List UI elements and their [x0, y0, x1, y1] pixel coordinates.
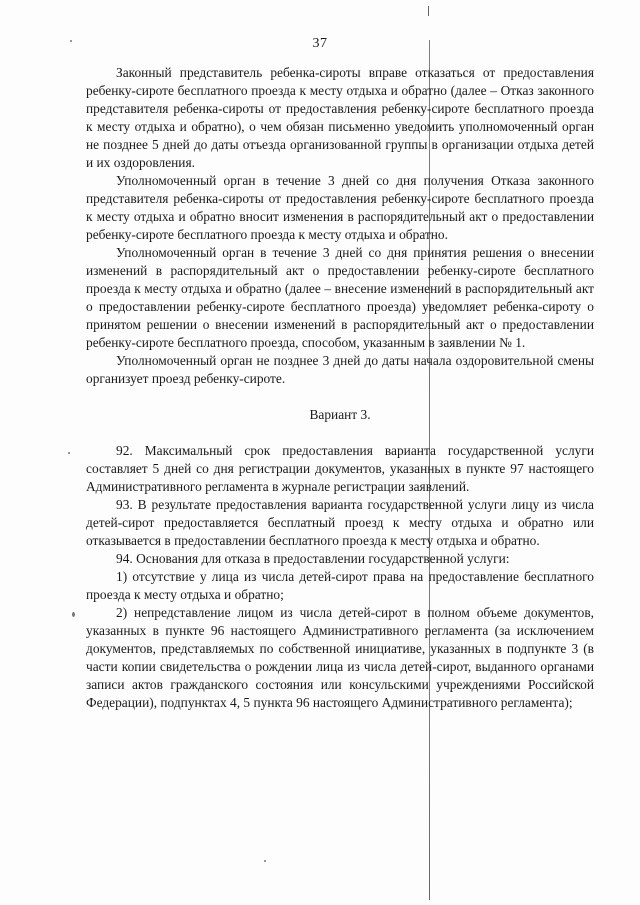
list-item-1: 1) отсутствие у лица из числа детей-сирот права на предоставление бесплатного проезда к месту отдыха и обратно;: [86, 569, 594, 602]
paragraph-amend-act: Уполномоченный орган в течение 3 дней со дня получения Отказа законного представителя ребенка-сироты от предоставления ребенку-сироте бесплатного проезда к месту отдыха и обратно вносит изменения в распорядительный акт о предоставлении ребенку-сироте бесплатного проезда к месту отдыха и обратно.: [86, 173, 594, 242]
paragraph-94: 94. Основания для отказа в предоставлении государственной услуги:: [116, 551, 510, 566]
scan-speck: [72, 612, 75, 617]
variant-heading: Вариант 3.: [309, 407, 371, 422]
page-number: 37: [312, 36, 328, 51]
scan-speck: [264, 860, 266, 862]
paragraph-93: 93. В результате предоставления варианта государственной услуги лицу из числа детей-сирот предоставляется бесплатный проезд к месту отдыха и обратно или отказывается в предоставлении бесплатного проезда к месту отдыха и обратно.: [86, 497, 594, 548]
paragraph-organize-travel: Уполномоченный орган не позднее 3 дней до даты начала оздоровительной смены организует проезд ребенку-сироте.: [86, 353, 594, 386]
scan-speck: [68, 452, 70, 454]
scan-artifact: [428, 6, 429, 16]
paragraph-notify-decision: Уполномоченный орган в течение 3 дней со дня принятия решения о внесении изменений в распорядительный акт о предоставлении ребенку-сироте бесплатного проезда к месту отдыха и обратно (далее – внесение изменений в распорядительный акт о предоставлении ребенку-сироте бесплатного проезда) уведомляет ребенка-сироту о принятом решении о внесении изменений в распорядительный акт о предоставлении ребенку-сироте бесплатного проезда, способом, указанным в заявлении № 1.: [86, 245, 594, 350]
paragraph-refusal-right: Законный представитель ребенка-сироты вправе отказаться от предоставления ребенку-сироте бесплатного проезда к месту отдыха и обратно (далее – Отказ законного представителя ребенка-сироты от предоставления ребенку-сироте бесплатного проезда к месту отдыха и обратно), о чем обязан письменно уведомить уполномоченный орган не позднее 5 дней до даты отъезда организованной группы в организации отдыха детей и их оздоровления.: [86, 65, 594, 170]
list-item-2: 2) непредставление лицом из числа детей-сирот в полном объеме документов, указанных в пункте 96 настоящего Административного регламента (за исключением документов, представляемых по собственной инициативе, указанных в подпункте 3 (в части копии свидетельства о рождении лица из числа детей-сирот, выданного органами записи актов гражданского состояния или консульскими учреждениями Российской Федерации), подпунктах 4, 5 пункта 96 настоящего Административного регламента);: [86, 605, 594, 710]
paragraph-92: 92. Максимальный срок предоставления варианта государственной услуги составляет 5 дней со дня регистрации документов, указанных в пункте 97 настоящего Административного регламента в журнале регистрации заявлений.: [86, 443, 594, 494]
document-body: [86, 64, 594, 712]
